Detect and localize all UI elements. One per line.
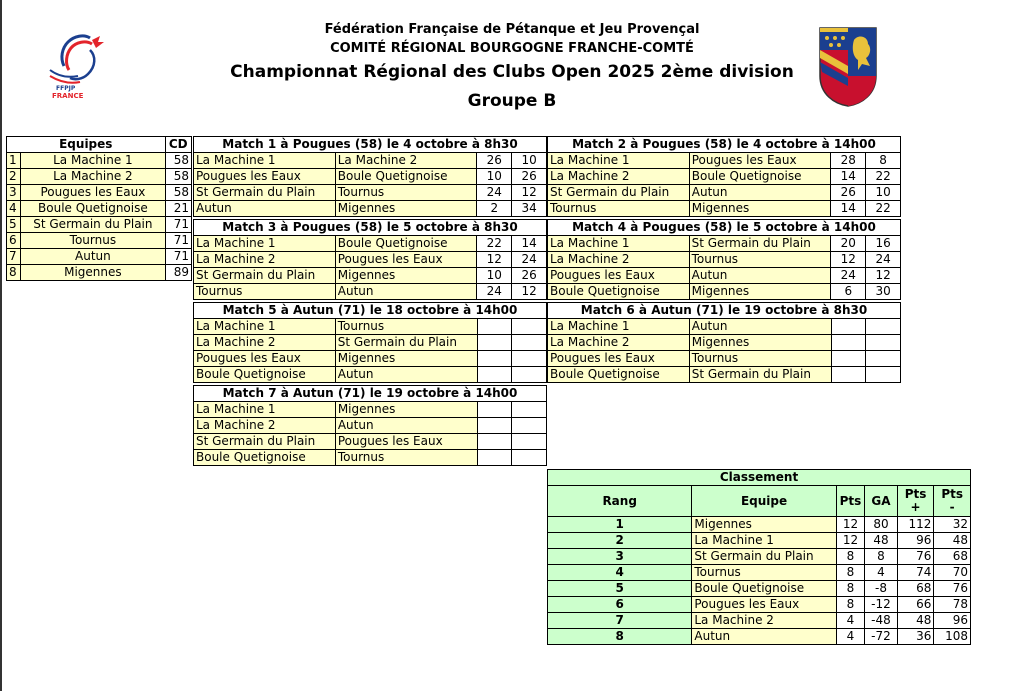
home-score: 6: [831, 284, 866, 300]
equipe-header: Equipe: [692, 486, 836, 517]
cd-header: CD: [165, 137, 191, 153]
away-score: [512, 335, 547, 351]
home-score: 26: [831, 185, 866, 201]
team-cd: 58: [165, 185, 191, 201]
away-score: 34: [512, 201, 547, 217]
team-cd: 71: [165, 249, 191, 265]
match-title: Match 1 à Pougues (58) le 4 octobre à 8h30: [194, 137, 547, 153]
home-team: St Germain du Plain: [194, 434, 336, 450]
team-cd: 71: [165, 233, 191, 249]
points-against: 48: [934, 533, 971, 549]
home-score: 14: [831, 201, 866, 217]
rang-header: Rang: [548, 486, 692, 517]
pts-minus-header: Pts -: [934, 486, 971, 517]
away-score: 24: [512, 252, 547, 268]
match-6-table: [547, 302, 901, 383]
rank: 7: [548, 613, 692, 629]
away-score: [512, 434, 547, 450]
away-team: Tournus: [335, 185, 477, 201]
teams-table: [6, 136, 192, 281]
away-score: 10: [512, 153, 547, 169]
team-number: 5: [7, 217, 21, 233]
team-row: [7, 217, 192, 233]
team-name: La Machine 2: [21, 169, 165, 185]
away-score: [512, 402, 547, 418]
points: 4: [836, 613, 864, 629]
classement-table: [547, 469, 971, 645]
away-team: Autun: [689, 319, 831, 335]
away-team: Pougues les Eaux: [335, 434, 477, 450]
classement-row: [548, 549, 971, 565]
game-row: [548, 169, 901, 185]
away-team: Autun: [335, 284, 477, 300]
classement-row: [548, 581, 971, 597]
ranked-team: Tournus: [692, 565, 836, 581]
team-row: [7, 249, 192, 265]
match-7-table: [193, 385, 547, 466]
svg-text:FFPJP: FFPJP: [56, 85, 76, 92]
away-team: Migennes: [335, 402, 477, 418]
pts-header: Pts: [836, 486, 864, 517]
points: 8: [836, 549, 864, 565]
away-team: Pougues les Eaux: [689, 153, 831, 169]
classement-title: Classement: [548, 470, 971, 486]
match-header-row: [548, 137, 901, 153]
away-score: [866, 367, 901, 383]
home-score: [831, 335, 866, 351]
game-row: [194, 268, 547, 284]
ranked-team: St Germain du Plain: [692, 549, 836, 565]
ffpjp-rooster-logo-icon: [44, 30, 112, 102]
home-team: Boule Quetignoise: [194, 450, 336, 466]
goal-average: -12: [865, 597, 898, 613]
points-for: 76: [897, 549, 934, 565]
points-against: 32: [934, 517, 971, 533]
away-team: La Machine 2: [335, 153, 477, 169]
match-title: Match 3 à Pougues (58) le 5 octobre à 8h30: [194, 220, 547, 236]
match-title: Match 4 à Pougues (58) le 5 octobre à 14h00: [548, 220, 901, 236]
match-1-table: [193, 136, 547, 217]
bourgogne-franche-comte-arms-icon: [818, 26, 878, 108]
home-score: 22: [477, 236, 512, 252]
away-score: 10: [866, 185, 901, 201]
team-cd: 71: [165, 217, 191, 233]
home-score: 26: [477, 153, 512, 169]
points-against: 76: [934, 581, 971, 597]
away-team: Autun: [689, 185, 831, 201]
home-score: 24: [477, 284, 512, 300]
points-for: 68: [897, 581, 934, 597]
match-header-row: [194, 137, 547, 153]
goal-average: -48: [865, 613, 898, 629]
game-row: [194, 169, 547, 185]
home-score: [831, 351, 866, 367]
home-team: Tournus: [194, 284, 336, 300]
home-score: 24: [831, 268, 866, 284]
goal-average: -72: [865, 629, 898, 645]
away-score: [866, 319, 901, 335]
home-score: 28: [831, 153, 866, 169]
team-name: Tournus: [21, 233, 165, 249]
points-against: 108: [934, 629, 971, 645]
away-score: 16: [866, 236, 901, 252]
home-score: [477, 367, 512, 383]
home-team: La Machine 2: [548, 169, 690, 185]
points: 8: [836, 581, 864, 597]
home-score: [477, 335, 512, 351]
team-number: 2: [7, 169, 21, 185]
game-row: [194, 201, 547, 217]
team-cd: 58: [165, 153, 191, 169]
away-score: [866, 335, 901, 351]
away-team: Boule Quetignoise: [335, 169, 477, 185]
points-for: 66: [897, 597, 934, 613]
home-score: [831, 367, 866, 383]
team-name: St Germain du Plain: [21, 217, 165, 233]
away-team: Migennes: [689, 335, 831, 351]
team-cd: 58: [165, 169, 191, 185]
home-team: La Machine 1: [548, 319, 690, 335]
home-team: La Machine 1: [194, 236, 336, 252]
points-for: 112: [897, 517, 934, 533]
away-team: Migennes: [335, 351, 477, 367]
goal-average: 48: [865, 533, 898, 549]
classement-row: [548, 533, 971, 549]
ranked-team: Autun: [692, 629, 836, 645]
rank: 2: [548, 533, 692, 549]
game-row: [548, 284, 901, 300]
game-row: [548, 268, 901, 284]
home-team: Pougues les Eaux: [548, 268, 690, 284]
home-team: La Machine 1: [548, 236, 690, 252]
home-score: 2: [477, 201, 512, 217]
team-row: [7, 169, 192, 185]
away-score: [512, 450, 547, 466]
away-team: Tournus: [335, 319, 477, 335]
away-score: [512, 351, 547, 367]
pts-plus-header: Pts +: [897, 486, 934, 517]
home-score: [477, 351, 512, 367]
home-score: 12: [831, 252, 866, 268]
home-team: Pougues les Eaux: [548, 351, 690, 367]
team-name: Migennes: [21, 265, 165, 281]
home-team: St Germain du Plain: [548, 185, 690, 201]
points-for: 36: [897, 629, 934, 645]
home-team: Boule Quetignoise: [194, 367, 336, 383]
committee-name: COMITÉ RÉGIONAL BOURGOGNE FRANCHE-COMTÉ: [330, 41, 694, 56]
points-for: 48: [897, 613, 934, 629]
match-title: Match 2 à Pougues (58) le 4 octobre à 14h00: [548, 137, 901, 153]
game-row: [194, 418, 547, 434]
team-cd: 89: [165, 265, 191, 281]
away-team: Migennes: [689, 284, 831, 300]
team-name: La Machine 1: [21, 153, 165, 169]
rank: 8: [548, 629, 692, 645]
points: 8: [836, 597, 864, 613]
classement-row: [548, 629, 971, 645]
away-score: [512, 319, 547, 335]
team-number: 6: [7, 233, 21, 249]
home-score: [477, 434, 512, 450]
team-number: 1: [7, 153, 21, 169]
away-team: Pougues les Eaux: [335, 252, 477, 268]
championship-title: Championnat Régional des Clubs Open 2025 2ème division: [230, 62, 794, 82]
points-for: 96: [897, 533, 934, 549]
match-2-table: [547, 136, 901, 217]
team-row: [7, 185, 192, 201]
federation-name: Fédération Française de Pétanque et Jeu Provençal: [324, 22, 700, 37]
away-team: Migennes: [689, 201, 831, 217]
game-row: [548, 367, 901, 383]
ranked-team: La Machine 1: [692, 533, 836, 549]
rank: 4: [548, 565, 692, 581]
rank: 3: [548, 549, 692, 565]
match-header-row: [548, 220, 901, 236]
home-score: 24: [477, 185, 512, 201]
game-row: [194, 402, 547, 418]
match-header-row: [194, 386, 547, 402]
home-score: [831, 319, 866, 335]
team-row: [7, 265, 192, 281]
home-score: [477, 319, 512, 335]
home-team: La Machine 1: [548, 153, 690, 169]
away-team: Autun: [335, 418, 477, 434]
away-score: 24: [866, 252, 901, 268]
away-team: St Germain du Plain: [689, 236, 831, 252]
match-4-table: [547, 219, 901, 300]
away-team: Tournus: [689, 351, 831, 367]
home-score: [477, 418, 512, 434]
teams-header: Equipes: [7, 137, 166, 153]
ranked-team: Boule Quetignoise: [692, 581, 836, 597]
home-score: [477, 450, 512, 466]
game-row: [548, 252, 901, 268]
goal-average: -8: [865, 581, 898, 597]
game-row: [548, 351, 901, 367]
home-team: Boule Quetignoise: [548, 284, 690, 300]
away-score: 12: [512, 185, 547, 201]
away-score: 26: [512, 268, 547, 284]
game-row: [194, 319, 547, 335]
away-team: Tournus: [335, 450, 477, 466]
game-row: [194, 335, 547, 351]
group-title: Groupe B: [467, 91, 557, 111]
points: 8: [836, 565, 864, 581]
away-team: Migennes: [335, 201, 477, 217]
points: 4: [836, 629, 864, 645]
away-score: 12: [866, 268, 901, 284]
away-team: Tournus: [689, 252, 831, 268]
away-team: Boule Quetignoise: [335, 236, 477, 252]
game-row: [194, 434, 547, 450]
away-score: 30: [866, 284, 901, 300]
team-number: 3: [7, 185, 21, 201]
away-team: St Germain du Plain: [689, 367, 831, 383]
game-row: [548, 153, 901, 169]
away-team: Migennes: [335, 268, 477, 284]
match-header-row: [194, 303, 547, 319]
match-title: Match 7 à Autun (71) le 19 octobre à 14h00: [194, 386, 547, 402]
game-row: [548, 185, 901, 201]
home-team: La Machine 1: [194, 153, 336, 169]
away-score: 26: [512, 169, 547, 185]
goal-average: 4: [865, 565, 898, 581]
points-against: 70: [934, 565, 971, 581]
goal-average: 80: [865, 517, 898, 533]
team-row: [7, 233, 192, 249]
classement-row: [548, 613, 971, 629]
match-title: Match 6 à Autun (71) le 19 octobre à 8h30: [548, 303, 901, 319]
game-row: [194, 351, 547, 367]
away-score: 12: [512, 284, 547, 300]
home-score: 12: [477, 252, 512, 268]
away-score: [512, 367, 547, 383]
goal-average: 8: [865, 549, 898, 565]
game-row: [194, 185, 547, 201]
points-against: 78: [934, 597, 971, 613]
team-number: 8: [7, 265, 21, 281]
home-team: Pougues les Eaux: [194, 169, 336, 185]
home-team: Pougues les Eaux: [194, 351, 336, 367]
away-team: Autun: [335, 367, 477, 383]
away-score: 14: [512, 236, 547, 252]
away-team: St Germain du Plain: [335, 335, 477, 351]
home-team: La Machine 2: [194, 335, 336, 351]
game-row: [194, 252, 547, 268]
home-team: La Machine 2: [194, 252, 336, 268]
home-team: Autun: [194, 201, 336, 217]
game-row: [194, 367, 547, 383]
game-row: [194, 450, 547, 466]
match-5-table: [193, 302, 547, 383]
rank: 1: [548, 517, 692, 533]
classement-row: [548, 597, 971, 613]
team-name: Autun: [21, 249, 165, 265]
home-score: [477, 402, 512, 418]
away-score: [866, 351, 901, 367]
rank: 6: [548, 597, 692, 613]
home-team: Boule Quetignoise: [548, 367, 690, 383]
home-team: Tournus: [548, 201, 690, 217]
team-row: [7, 153, 192, 169]
home-team: La Machine 2: [548, 252, 690, 268]
classement-row: [548, 565, 971, 581]
game-row: [548, 319, 901, 335]
team-cd: 21: [165, 201, 191, 217]
ranked-team: Migennes: [692, 517, 836, 533]
away-team: Autun: [689, 268, 831, 284]
team-number: 7: [7, 249, 21, 265]
home-score: 14: [831, 169, 866, 185]
match-title: Match 5 à Autun (71) le 18 octobre à 14h00: [194, 303, 547, 319]
ga-header: GA: [865, 486, 898, 517]
game-row: [548, 335, 901, 351]
home-score: 10: [477, 169, 512, 185]
ranked-team: La Machine 2: [692, 613, 836, 629]
away-team: Boule Quetignoise: [689, 169, 831, 185]
points-for: 74: [897, 565, 934, 581]
points: 12: [836, 533, 864, 549]
ranked-team: Pougues les Eaux: [692, 597, 836, 613]
home-team: La Machine 2: [194, 418, 336, 434]
team-name: Pougues les Eaux: [21, 185, 165, 201]
home-team: La Machine 1: [194, 319, 336, 335]
svg-text:FRANCE: FRANCE: [52, 92, 84, 100]
classement-row: [548, 517, 971, 533]
team-row: [7, 201, 192, 217]
home-team: La Machine 1: [194, 402, 336, 418]
points: 12: [836, 517, 864, 533]
away-score: 8: [866, 153, 901, 169]
points-against: 96: [934, 613, 971, 629]
away-score: [512, 418, 547, 434]
match-3-table: [193, 219, 547, 300]
team-number: 4: [7, 201, 21, 217]
away-score: 22: [866, 169, 901, 185]
team-name: Boule Quetignoise: [21, 201, 165, 217]
points-against: 68: [934, 549, 971, 565]
match-header-row: [194, 220, 547, 236]
away-score: 22: [866, 201, 901, 217]
game-row: [548, 236, 901, 252]
home-team: La Machine 2: [548, 335, 690, 351]
home-team: St Germain du Plain: [194, 185, 336, 201]
game-row: [194, 153, 547, 169]
home-score: 10: [477, 268, 512, 284]
game-row: [194, 236, 547, 252]
match-header-row: [548, 303, 901, 319]
home-team: St Germain du Plain: [194, 268, 336, 284]
game-row: [194, 284, 547, 300]
game-row: [548, 201, 901, 217]
rank: 5: [548, 581, 692, 597]
home-score: 20: [831, 236, 866, 252]
